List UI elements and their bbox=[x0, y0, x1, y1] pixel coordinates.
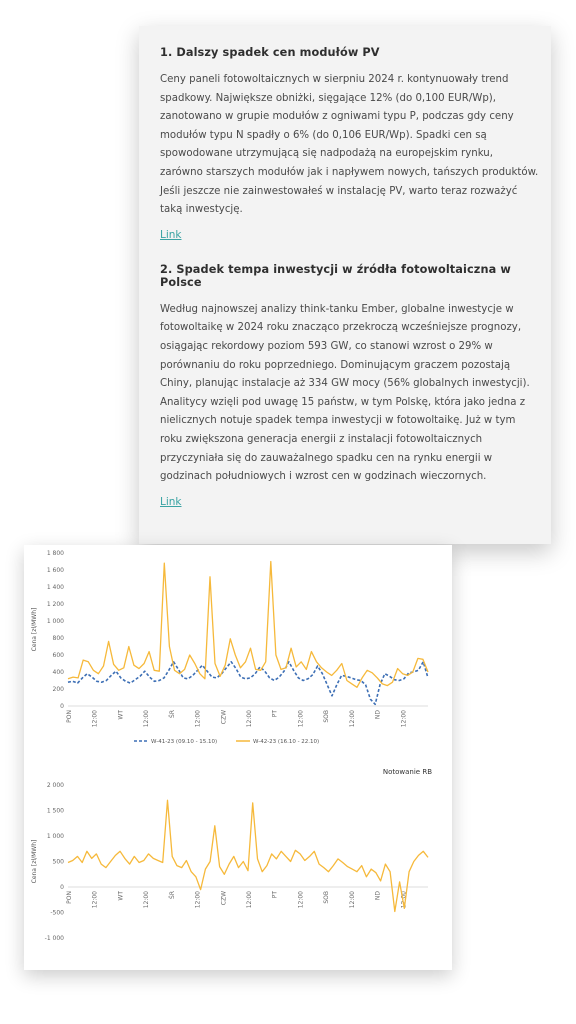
y-tick-label: 600 bbox=[52, 652, 64, 659]
section-2-link[interactable]: Link bbox=[160, 495, 182, 508]
x-tick-label: SOB bbox=[323, 891, 331, 904]
y-tick-label: 0 bbox=[60, 703, 64, 710]
y-tick-label: 0 bbox=[60, 884, 64, 891]
x-tick-label: PT bbox=[271, 710, 279, 718]
x-tick-label: 12:00 bbox=[400, 891, 408, 909]
x-tick-label: 12:00 bbox=[246, 710, 253, 728]
x-tick-label: 12:00 bbox=[400, 710, 408, 728]
x-tick-label: ŚR bbox=[168, 891, 176, 899]
y-tick-label: 1 800 bbox=[46, 550, 64, 557]
x-tick-label: ND bbox=[374, 710, 382, 720]
price-charts bbox=[24, 545, 452, 970]
section-2 bbox=[160, 263, 539, 508]
y-tick-label: 1 500 bbox=[46, 807, 64, 815]
section-1-body: Ceny paneli fotowoltaicznych w sierpniu 2024 r. kontynuowały trend spadkowy. Największe obniżki, sięgające 12% (do 0,100 EUR/Wp), zanotowano w grupie modułów z ogniwami typu P, podczas gdy ceny modułów typu N spadły o 6% (do 0,106 EUR/Wp). Spadki cen są spowodowane utrzymującą się nadpodażą na europejskim rynku, zarówno starszych modułów jak i napływem nowych, tańszych produktów. Jeśli jeszcze nie zainwestowałeś w instalację PV, warto teraz rozważyć taką inwestycję. bbox=[160, 74, 539, 216]
x-tick-label: 12:00 bbox=[91, 891, 99, 909]
x-tick-label: ŚR bbox=[168, 710, 176, 718]
y-tick-label: 800 bbox=[52, 635, 64, 642]
article-card bbox=[139, 26, 551, 544]
x-tick-label: 12:00 bbox=[143, 891, 151, 909]
x-tick-label: WT bbox=[117, 710, 125, 720]
x-tick-label: 12:00 bbox=[246, 891, 253, 909]
section-2-body: Według najnowszej analizy think-tanku Ember, globalne inwestycje w fotowoltaikę w 2024 roku znacząco przekroczą wcześniejsze prognozy, osiągając rekordowy poziom 593 GW, co stanowi wzrost o 29% w porównaniu do roku poprzedniego. Dominującym graczem pozostają Chiny, planując instalacje aż 334 GW mocy (56% globalnych inwestycji). Analitycy wzięli pod uwagę 15 państw, w tym Polskę, która jako jedna z nielicznych notuje spadek tempa inwestycji w fotowoltaikę. Już w tym roku zwiększona generacja energii z instalacji fotowoltaicznych przyczyniała się do zauważalnego spadku cen na rynku energii w godzinach południowych i wzrost cen w godzinach wieczornych. bbox=[160, 303, 530, 483]
y-tick-label: 200 bbox=[52, 686, 64, 693]
x-tick-label: CZW bbox=[220, 710, 228, 725]
y-axis-label: Cena [zł/MWh] bbox=[31, 607, 38, 652]
x-tick-label: 12:00 bbox=[91, 710, 99, 728]
y-tick-label: 1 600 bbox=[46, 567, 64, 574]
section-2-title: 2. Spadek tempa inwestycji w źródła fotowoltaiczna w Polsce bbox=[160, 262, 511, 289]
x-tick-label: 12:00 bbox=[297, 710, 305, 728]
y-axis-label: Cena [zł/MWh] bbox=[31, 839, 38, 884]
x-tick-label: WT bbox=[117, 891, 125, 901]
section-1-title: 1. Dalszy spadek cen modułów PV bbox=[160, 46, 380, 59]
y-tick-label: 2 000 bbox=[46, 782, 64, 789]
y-tick-label: -500 bbox=[50, 909, 64, 917]
x-tick-label: 12:00 bbox=[348, 710, 356, 728]
y-tick-label: 1 400 bbox=[46, 584, 64, 591]
charts-card bbox=[24, 545, 452, 970]
legend-label: W-41-23 (09.10 - 15.10) bbox=[151, 739, 218, 745]
x-tick-label: 12:00 bbox=[297, 891, 305, 909]
y-tick-label: -1 000 bbox=[44, 935, 64, 942]
x-tick-label: 12:00 bbox=[194, 891, 202, 909]
x-tick-label: CZW bbox=[220, 891, 228, 906]
y-tick-label: 500 bbox=[52, 858, 64, 866]
y-tick-label: 400 bbox=[52, 669, 64, 676]
x-tick-label: 12:00 bbox=[143, 710, 151, 728]
chart-title: Notowanie RB bbox=[382, 768, 432, 776]
x-tick-label: PON bbox=[66, 710, 73, 723]
x-tick-label: SOB bbox=[323, 710, 331, 723]
x-tick-label: 12:00 bbox=[348, 891, 356, 909]
x-tick-label: PON bbox=[66, 891, 73, 904]
series-line-1 bbox=[68, 562, 428, 688]
y-tick-label: 1 000 bbox=[46, 618, 64, 625]
section-1 bbox=[160, 46, 539, 241]
legend-label: W-42-23 (16.10 - 22.10) bbox=[253, 739, 320, 745]
x-tick-label: PT bbox=[271, 891, 279, 899]
y-tick-label: 1 000 bbox=[46, 833, 64, 840]
x-tick-label: 12:00 bbox=[194, 710, 202, 728]
x-tick-label: ND bbox=[374, 891, 382, 901]
y-tick-label: 1 200 bbox=[46, 601, 64, 608]
section-1-link[interactable]: Link bbox=[160, 228, 182, 241]
